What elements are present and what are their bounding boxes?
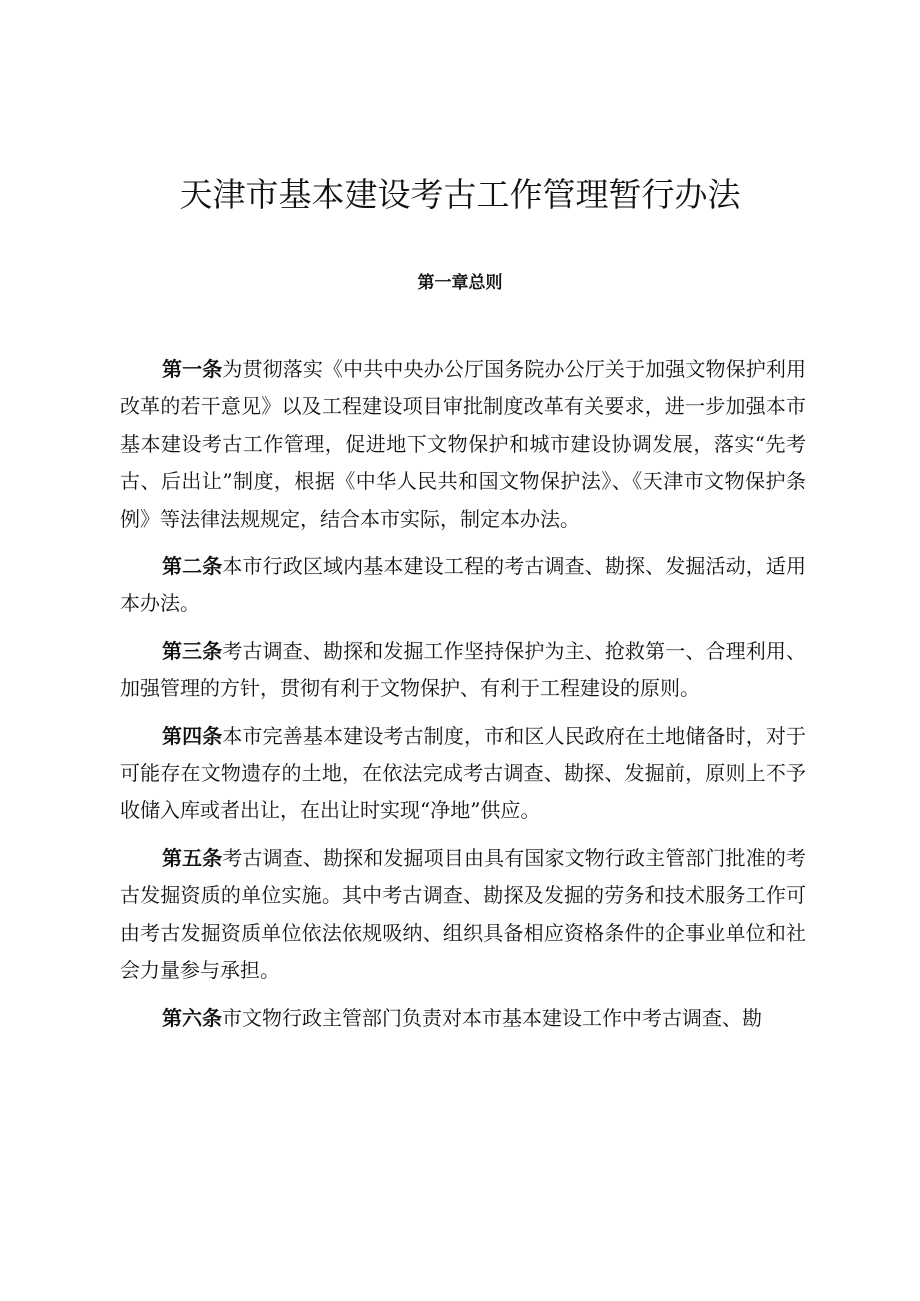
article-number: 第五条 xyxy=(162,845,223,870)
article-number: 第四条 xyxy=(162,723,223,748)
document-title: 天津市基本建设考古工作管理暂行办法 xyxy=(179,175,741,214)
article-text: 为贯彻落实《中共中央办公厅国务院办公厅关于加强文物保护利用改革的若干意见》以及工程建设项目审批制度改革有关要求，进一步加强本市基本建设考古工作管理，促进地下文物保护和城市建设协调发展，落实“先考古、后出让”制度，根据《中华人民共和国文物保护法》、《天津市文物保护条例》等法律法规规定，结合本市实际，制定本办法。 xyxy=(120,357,807,531)
article-number: 第三条 xyxy=(162,638,223,663)
article-text: 本市完善基本建设考古制度，市和区人民政府在土地储备时，对于可能存在文物遗存的土地，在依法完成考古调查、勘探、发掘前，原则上不予收储入库或者出让，在出让时实现“净地”供应。 xyxy=(120,723,807,823)
article-5 xyxy=(120,840,806,990)
article-number: 第一条 xyxy=(162,357,223,381)
article-6 xyxy=(120,1000,806,1037)
article-1 xyxy=(120,351,806,538)
article-text: 本市行政区域内基本建设工程的考古调查、勘探、发掘活动，适用本办法。 xyxy=(120,554,807,616)
article-text: 考古调查、勘探和发掘项目由具有国家文物行政主管部门批准的考古发掘资质的单位实施。其中考古调查、勘探及发掘的劳务和技术服务工作可由考古发掘资质单位依法依规吸纳、组织具备相应资格条件的企事业单位和社会力量参与承担。 xyxy=(120,845,807,983)
article-2 xyxy=(120,548,806,623)
article-text: 市文物行政主管部门负责对本市基本建设工作中考古调查、勘 xyxy=(222,1005,762,1030)
document-body xyxy=(120,351,806,1037)
article-text: 考古调查、勘探和发掘工作坚持保护为主、抢救第一、合理利用、加强管理的方针，贯彻有利于文物保护、有利于工程建设的原则。 xyxy=(120,638,807,701)
chapter-heading: 第一章总则 xyxy=(417,273,503,293)
article-4 xyxy=(120,718,806,830)
article-3 xyxy=(120,633,806,708)
article-number: 第二条 xyxy=(162,554,223,579)
article-number: 第六条 xyxy=(162,1005,222,1030)
